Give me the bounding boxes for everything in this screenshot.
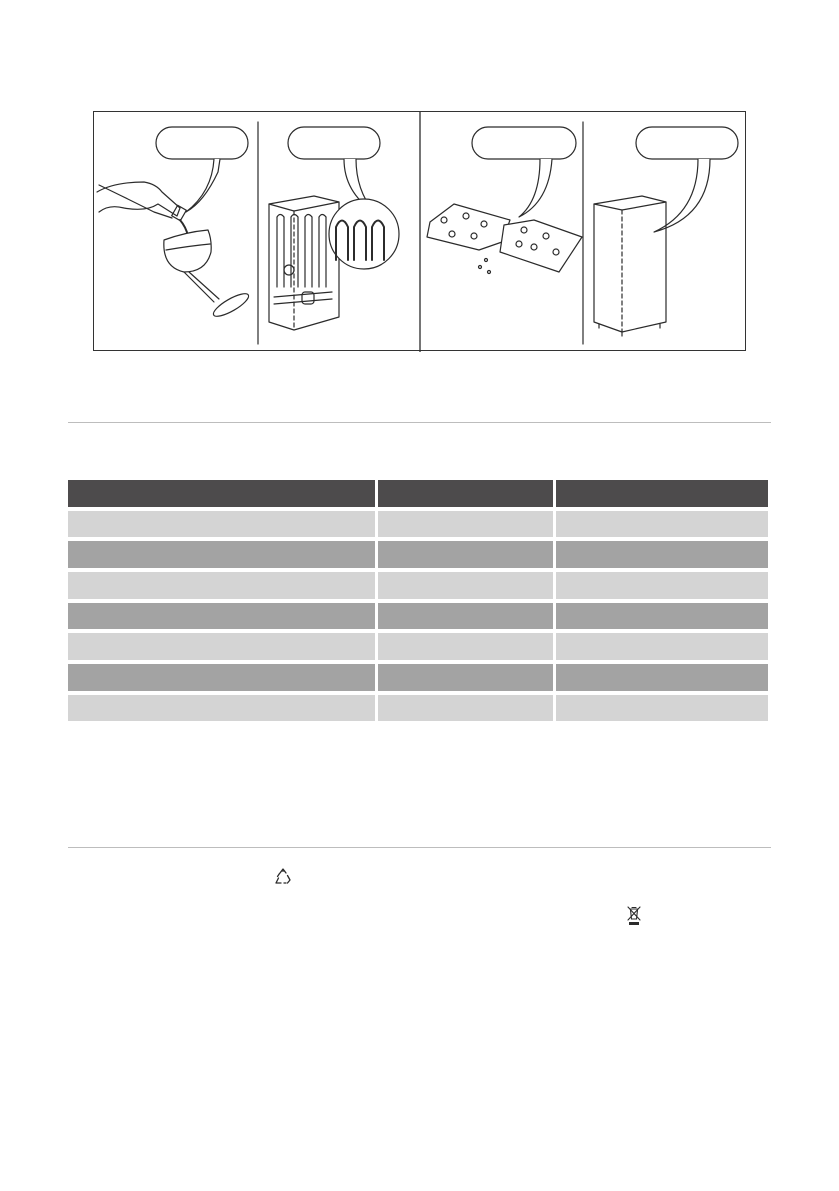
table-row bbox=[68, 541, 771, 568]
table-cell bbox=[68, 572, 375, 599]
wine-pouring-illustration bbox=[97, 127, 251, 320]
table-cell bbox=[68, 541, 375, 568]
table-row bbox=[68, 664, 771, 691]
table-cell bbox=[556, 541, 768, 568]
table-header-row bbox=[68, 480, 771, 507]
table-row bbox=[68, 572, 771, 599]
speech-bubble bbox=[156, 127, 248, 159]
table-cell bbox=[68, 603, 375, 630]
table-row bbox=[68, 633, 771, 660]
table-cell bbox=[556, 664, 768, 691]
recycle-icon bbox=[273, 867, 293, 892]
section-divider bbox=[68, 422, 771, 423]
table-cell bbox=[556, 603, 768, 630]
crossed-out-bin-icon bbox=[626, 905, 642, 932]
speech-bubble bbox=[288, 127, 380, 159]
table-cell bbox=[378, 664, 553, 691]
table-cell bbox=[378, 572, 553, 599]
fridge-coils-illustration bbox=[269, 127, 399, 330]
data-table bbox=[68, 480, 771, 721]
table-cell bbox=[378, 603, 553, 630]
header-cell bbox=[556, 480, 768, 507]
header-cell bbox=[378, 480, 553, 507]
table-cell bbox=[68, 664, 375, 691]
table-cell bbox=[68, 695, 375, 722]
table-cell bbox=[556, 695, 768, 722]
speech-bubble bbox=[472, 127, 576, 159]
illustration-panel bbox=[93, 111, 746, 351]
header-cell bbox=[68, 480, 375, 507]
table-cell bbox=[378, 633, 553, 660]
section-divider bbox=[68, 847, 771, 848]
table-row bbox=[68, 511, 771, 538]
table-cell bbox=[378, 695, 553, 722]
table-row bbox=[68, 695, 771, 722]
cracked-insulation-illustration bbox=[427, 127, 582, 274]
table-cell bbox=[556, 633, 768, 660]
table-row bbox=[68, 603, 771, 630]
table-cell bbox=[378, 511, 553, 538]
table-cell bbox=[378, 541, 553, 568]
table-cell bbox=[556, 511, 768, 538]
table-cell bbox=[556, 572, 768, 599]
speech-bubble bbox=[636, 127, 738, 159]
upright-appliance-illustration bbox=[594, 127, 738, 336]
table-cell bbox=[68, 511, 375, 538]
table-cell bbox=[68, 633, 375, 660]
